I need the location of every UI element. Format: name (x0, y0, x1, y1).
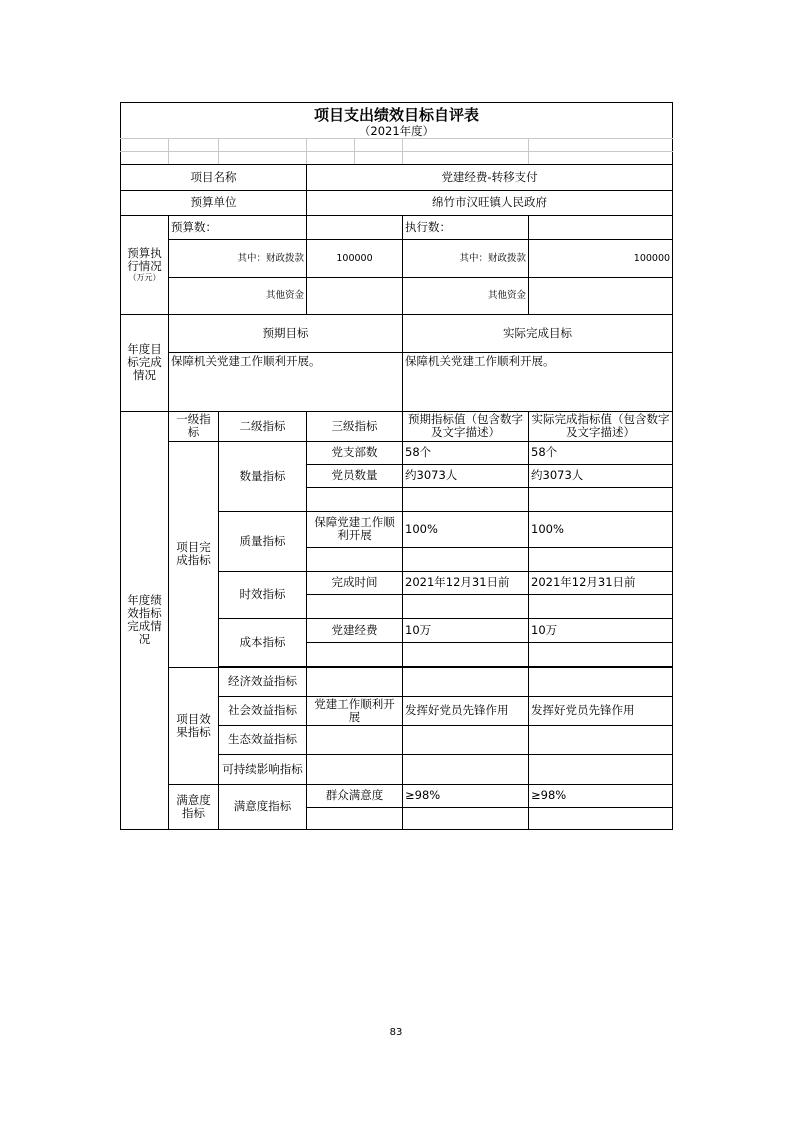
budget-unit-value: 绵竹市汉旺镇人民政府 (307, 190, 673, 215)
level2-sustainable: 可持续影响指标 (219, 754, 307, 784)
execution-fiscal-label: 其中：财政拨款 (403, 239, 529, 277)
title-cell (121, 103, 673, 125)
header-level1: 一级指标 (169, 411, 219, 441)
empty-cell (403, 725, 529, 754)
budget-amount-label: 预算数： (169, 215, 307, 239)
empty-cell (529, 642, 673, 666)
row-satisfaction-name: 群众满意度 (307, 784, 403, 807)
row-satisfaction-expected: ≥98% (403, 784, 529, 807)
level2-quality: 质量指标 (219, 511, 307, 571)
execution-other-value (529, 277, 673, 314)
empty-cell (529, 667, 673, 696)
level1-output: 项目完成指标 (169, 441, 219, 667)
expected-goal-text: 保障机关党建工作顺利开展。 (169, 352, 403, 411)
execution-fiscal-value: 100000 (529, 239, 673, 277)
blank-cell (219, 138, 307, 151)
budget-fiscal-value: 100000 (307, 239, 403, 277)
blank-cell (219, 151, 307, 164)
row-quality-expected: 100% (403, 511, 529, 547)
execution-amount-label: 执行数： (403, 215, 529, 239)
actual-goal-text: 保障机关党建工作顺利开展。 (403, 352, 673, 411)
row-cost-name: 党建经费 (307, 618, 403, 642)
empty-cell (403, 667, 529, 696)
empty-cell (307, 725, 403, 754)
budget-section-label (121, 215, 169, 314)
level2-ecological: 生态效益指标 (219, 725, 307, 754)
level2-satisfaction: 满意度指标 (219, 784, 307, 829)
blank-cell (169, 151, 219, 164)
row-quality-name: 保障党建工作顺利开展 (307, 511, 403, 547)
empty-cell (403, 642, 529, 666)
execution-other-label: 其他资金 (403, 277, 529, 314)
empty-cell (307, 642, 403, 666)
level2-timeliness: 时效指标 (219, 571, 307, 618)
header-actual: 实际完成指标值（包含数字及文字描述） (529, 411, 673, 441)
row-time-actual: 2021年12月31日前 (529, 571, 673, 594)
row-members-actual: 约3073人 (529, 464, 673, 487)
empty-cell (307, 807, 403, 829)
blank-cell (355, 138, 403, 151)
table-year: （2021年度） (121, 125, 673, 139)
blank-cell (403, 138, 529, 151)
row-cost-expected: 10万 (403, 618, 529, 642)
header-level2: 二级指标 (219, 411, 307, 441)
empty-cell (529, 487, 673, 511)
project-name-label: 项目名称 (121, 164, 307, 190)
budget-section-text: 预算执行情况 (127, 245, 162, 273)
blank-cell (307, 151, 355, 164)
row-social-name: 党建工作顺利开展 (307, 696, 403, 725)
header-expected: 预期指标值（包含数字及文字描述） (403, 411, 529, 441)
blank-cell (169, 138, 219, 151)
level2-social: 社会效益指标 (219, 696, 307, 725)
empty-cell (529, 754, 673, 784)
performance-table (120, 102, 673, 830)
blank-cell (403, 151, 529, 164)
row-branches-actual: 58个 (529, 441, 673, 464)
table-title: 项目支出绩效目标自评表 (314, 106, 480, 125)
annual-goal-label: 年度目标完成情况 (121, 314, 169, 411)
blank-cell (307, 138, 355, 151)
empty-cell (307, 667, 403, 696)
row-time-expected: 2021年12月31日前 (403, 571, 529, 594)
level1-satisfaction: 满意度指标 (169, 784, 219, 829)
blank-cell (121, 151, 169, 164)
level2-quantity: 数量指标 (219, 441, 307, 511)
row-members-name: 党员数量 (307, 464, 403, 487)
actual-goal-header: 实际完成目标 (403, 314, 673, 352)
budget-fiscal-label: 其中：财政拨款 (169, 239, 307, 277)
row-members-expected: 约3073人 (403, 464, 529, 487)
empty-cell (307, 487, 403, 511)
empty-cell (307, 547, 403, 571)
row-time-name: 完成时间 (307, 571, 403, 594)
level2-economic: 经济效益指标 (219, 667, 307, 696)
page-number: 83 (389, 1027, 403, 1038)
row-quality-actual: 100% (529, 511, 673, 547)
empty-cell (307, 754, 403, 784)
blank-cell (121, 138, 169, 151)
empty-cell (403, 594, 529, 618)
empty-cell (529, 807, 673, 829)
empty-cell (403, 487, 529, 511)
blank-cell (529, 138, 673, 151)
project-name-value: 党建经费-转移支付 (307, 164, 673, 190)
execution-amount-value (529, 215, 673, 239)
row-cost-actual: 10万 (529, 618, 673, 642)
row-branches-name: 党支部数 (307, 441, 403, 464)
level1-effect: 项目效果指标 (169, 667, 219, 784)
row-branches-expected: 58个 (403, 441, 529, 464)
empty-cell (529, 547, 673, 571)
empty-cell (403, 807, 529, 829)
blank-cell (355, 151, 403, 164)
budget-other-label: 其他资金 (169, 277, 307, 314)
budget-unit-note: （万元） (128, 272, 161, 282)
empty-cell (529, 594, 673, 618)
row-social-expected: 发挥好党员先锋作用 (403, 696, 529, 725)
row-social-actual: 发挥好党员先锋作用 (529, 696, 673, 725)
empty-cell (403, 547, 529, 571)
empty-cell (529, 725, 673, 754)
row-satisfaction-actual: ≥98% (529, 784, 673, 807)
indicator-section-label: 年度绩效指标完成情况 (121, 411, 169, 829)
empty-cell (403, 754, 529, 784)
expected-goal-header: 预期目标 (169, 314, 403, 352)
header-level3: 三级指标 (307, 411, 403, 441)
budget-other-value (307, 277, 403, 314)
level2-cost: 成本指标 (219, 618, 307, 666)
budget-unit-label: 预算单位 (121, 190, 307, 215)
blank-cell (529, 151, 673, 164)
budget-amount-value (307, 215, 403, 239)
empty-cell (307, 594, 403, 618)
